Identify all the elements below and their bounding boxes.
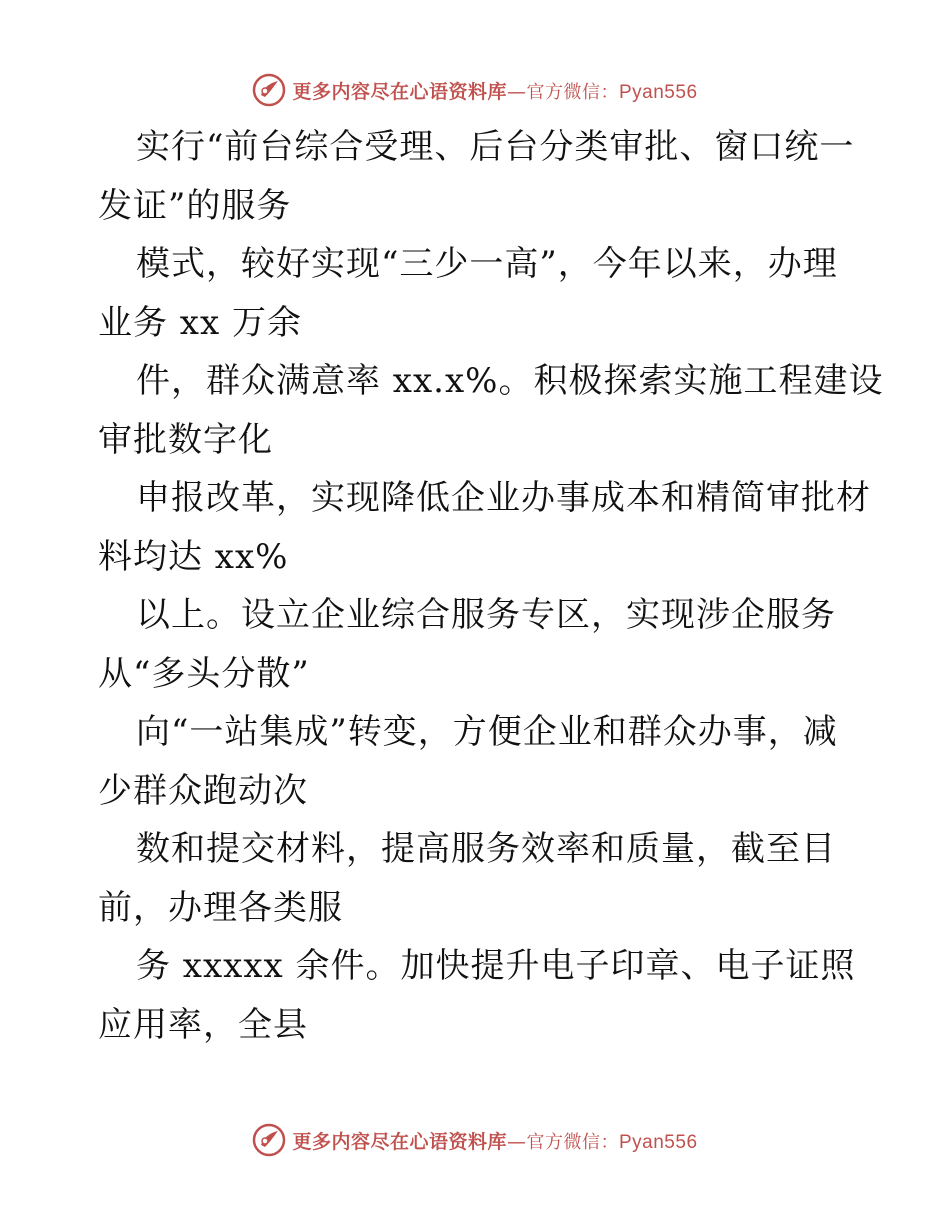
banner-text [292, 77, 697, 104]
brand-logo-icon [252, 73, 286, 107]
body-line: 少群众跑动次 [98, 770, 308, 811]
body-line: 发证”的服务 [98, 185, 292, 226]
banner-separator: — [507, 1130, 527, 1153]
body-line: 向“一站集成”转变，方便企业和群众办事，减 [136, 712, 838, 752]
banner-wechat-id: Pyan556 [619, 1131, 698, 1153]
body-line: 审批数字化 [98, 419, 273, 460]
body-line: 模式，较好实现“三少一高”，今年以来，办理 [136, 244, 838, 284]
banner-main-text: 更多内容尽在心语资料库 [292, 80, 507, 103]
body-line: 件，群众满意率 xx.x%。积极探索实施工程建设 [136, 361, 884, 401]
body-line: 业务 xx 万余 [98, 302, 302, 343]
body-line: 数和提交材料，提高服务效率和质量，截至目 [136, 829, 836, 869]
body-line: 前，办理各类服 [98, 887, 343, 928]
brand-logo-icon [252, 1123, 286, 1157]
body-line: 应用率，全县 [98, 1004, 308, 1045]
banner-main-text: 更多内容尽在心语资料库 [292, 1130, 507, 1153]
document-body [98, 118, 884, 1054]
banner-text [292, 1127, 697, 1154]
body-line: 实行“前台综合受理、后台分类审批、窗口统一 [136, 127, 855, 167]
banner-wechat-id: Pyan556 [619, 81, 698, 103]
body-line: 以上。设立企业综合服务专区，实现涉企服务 [136, 595, 836, 635]
body-line: 务 xxxxx 余件。加快提升电子印章、电子证照 [136, 946, 856, 986]
header-banner [0, 70, 950, 110]
body-line: 申报改革，实现降低企业办事成本和精简审批材 [136, 478, 871, 518]
banner-wechat-label: 官方微信： [526, 81, 619, 103]
banner-wechat-label: 官方微信： [526, 1131, 619, 1153]
body-line: 料均达 xx% [98, 536, 289, 577]
banner-separator: — [507, 80, 527, 103]
body-line: 从“多头分散” [98, 653, 310, 694]
footer-banner [0, 1120, 950, 1160]
